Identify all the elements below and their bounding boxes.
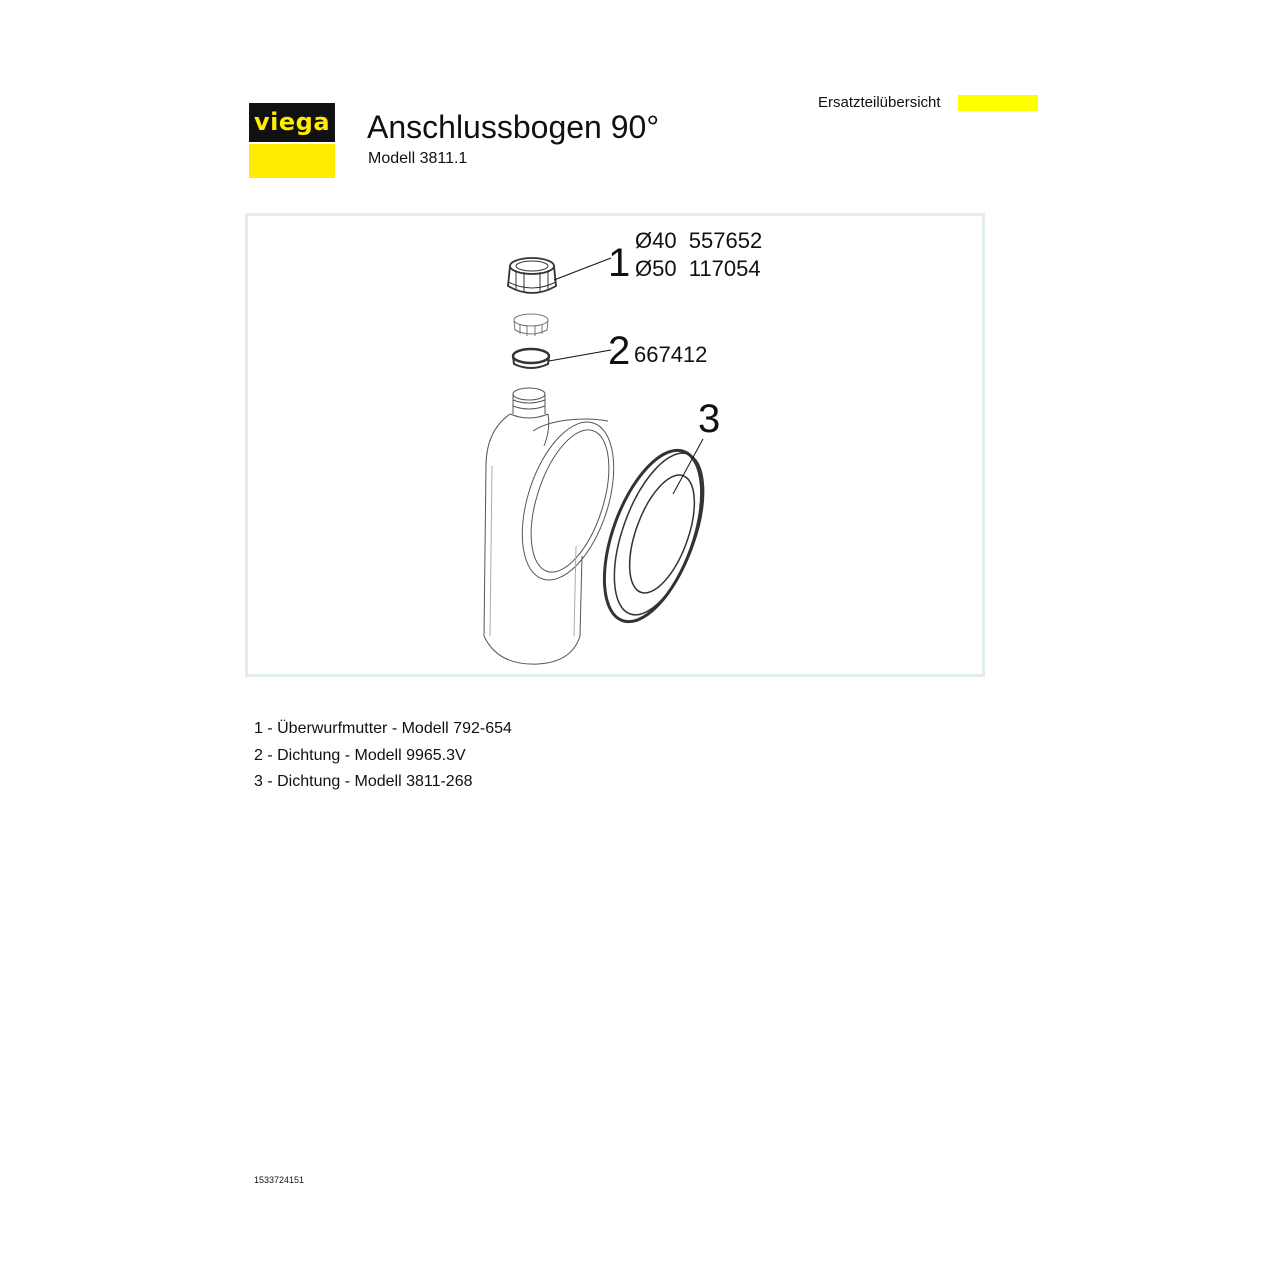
callout-1-code-d50: Ø50 117054 — [635, 256, 761, 281]
document-type-label: Ersatzteilübersicht — [818, 94, 941, 111]
document-type-marker — [958, 95, 1038, 111]
legend-item: 1 - Überwurfmutter - Modell 792-654 — [254, 720, 512, 737]
exploded-view-svg — [248, 216, 982, 674]
document-number: 1533724151 — [254, 1175, 305, 1185]
viega-logo — [249, 103, 335, 178]
callout-number-1: 1 — [608, 241, 631, 285]
union-nut-part — [508, 258, 556, 293]
leader-line-1 — [554, 258, 611, 280]
legend-item: 3 - Dichtung - Modell 3811-268 — [254, 773, 473, 790]
seal-ring-part — [513, 349, 549, 368]
callout-number-3: 3 — [698, 397, 721, 441]
connection-bend-body — [484, 388, 631, 664]
callout-number-2: 2 — [608, 329, 631, 373]
big-seal-part — [585, 438, 722, 635]
leader-line-2 — [549, 350, 611, 361]
logo-yellow-block — [249, 144, 335, 178]
parts-legend — [254, 716, 512, 796]
model-subtitle: Modell 3811.1 — [368, 150, 468, 167]
callout-1-code-d40: Ø40 557652 — [635, 228, 763, 253]
logo-wordmark: viega — [249, 103, 335, 142]
callout-2-code: 667412 — [634, 342, 708, 367]
clamp-ring-part — [514, 314, 548, 336]
page-title: Anschlussbogen 90° — [367, 109, 660, 145]
legend-item: 2 - Dichtung - Modell 9965.3V — [254, 746, 466, 764]
exploded-view-drawing — [245, 213, 985, 677]
